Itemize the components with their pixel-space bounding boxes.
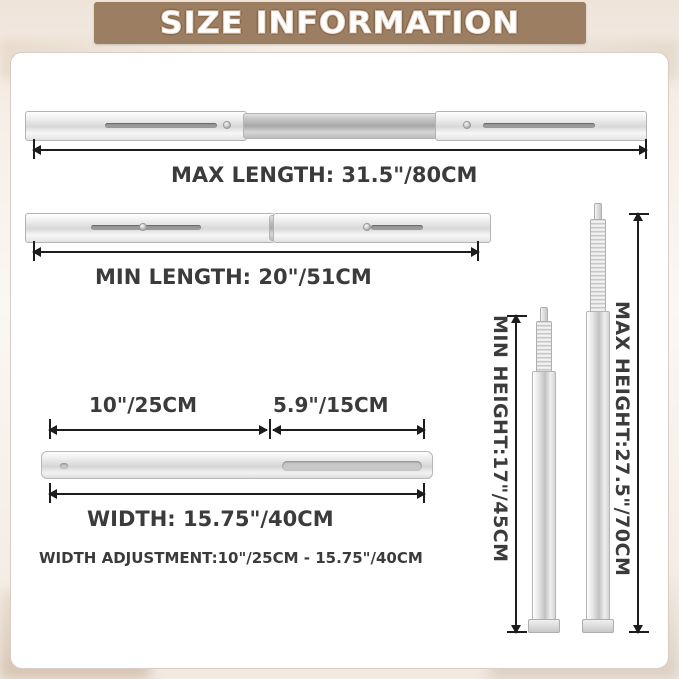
- dimension-tick: [33, 241, 35, 261]
- bracket-slot: [282, 461, 422, 471]
- screw-icon: [463, 121, 471, 129]
- dimension-tick: [33, 139, 35, 159]
- min-height-dimension-arrow: [515, 315, 517, 633]
- dimension-tick: [629, 213, 649, 215]
- width-adjustment-label: WIDTH ADJUSTMENT:10"/25CM - 15.75"/40CM: [39, 549, 423, 567]
- rod-slot: [483, 123, 595, 128]
- screw-icon: [223, 121, 231, 129]
- min-length-dimension-arrow: [33, 251, 479, 253]
- dimension-tick: [423, 419, 425, 439]
- title-banner: [94, 2, 586, 44]
- min-length-label: MIN LENGTH: 20"/51CM: [95, 265, 372, 289]
- width-dimension-arrow: [49, 493, 425, 495]
- dimension-tick: [645, 139, 647, 159]
- segment-left-arrow: [49, 429, 267, 431]
- dimension-tick: [629, 631, 649, 633]
- max-length-label: MAX LENGTH: 31.5"/80CM: [171, 163, 478, 187]
- content-card: [10, 52, 669, 669]
- segment-left-label: 10"/25CM: [89, 393, 197, 417]
- bracket-hole: [60, 463, 68, 469]
- dimension-tick: [507, 631, 527, 633]
- max-length-dimension-arrow: [33, 149, 647, 151]
- dimension-tick: [49, 483, 51, 503]
- max-height-label: MAX HEIGHT:27.5"/70CM: [611, 301, 633, 577]
- max-height-dimension-arrow: [637, 213, 639, 633]
- dimension-tick: [423, 483, 425, 503]
- page-title: SIZE INFORMATION: [159, 5, 521, 41]
- width-label: WIDTH: 15.75"/40CM: [87, 507, 334, 531]
- dimension-tick: [477, 241, 479, 261]
- segment-right-arrow: [273, 429, 425, 431]
- segment-right-label: 5.9"/15CM: [273, 393, 389, 417]
- screw-icon: [139, 223, 147, 231]
- rod-slot: [371, 225, 423, 230]
- dimension-tick: [49, 419, 51, 439]
- dimension-tick: [269, 419, 271, 439]
- screw-icon: [363, 223, 371, 231]
- min-height-label: MIN HEIGHT:17"/45CM: [489, 315, 511, 563]
- rod-slot: [105, 123, 217, 128]
- width-bracket: [41, 451, 433, 479]
